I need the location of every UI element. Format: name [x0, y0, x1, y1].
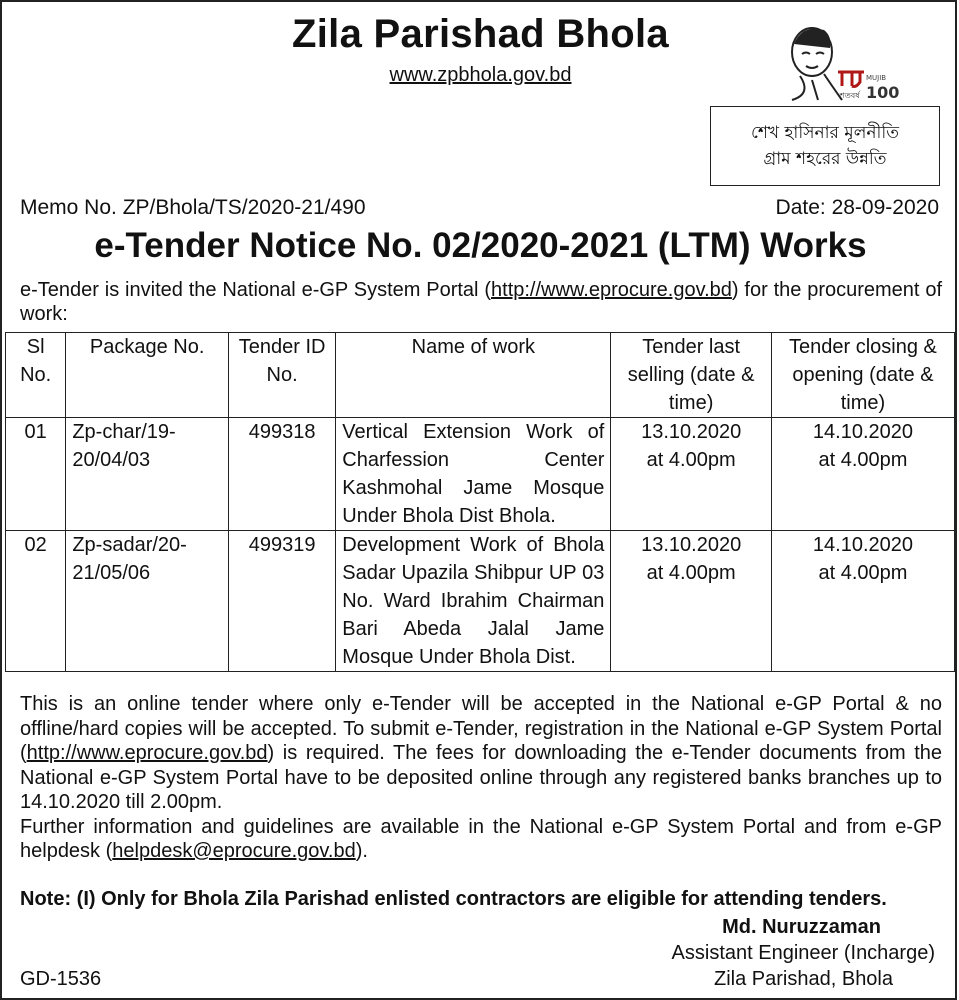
notice-date: Date: 28-09-2020 [775, 196, 939, 219]
paragraph-text-end: ) is required. The fees for downloading the e-Tender documents from the National e-GP System Portal have to be deposited online through any registered banks branches up to 14.10.2020 till 2.00pm. [20, 742, 942, 813]
gd-number: GD-1536 [20, 968, 102, 990]
slogan-line-2: গ্রাম শহরের উন্নতি [763, 149, 887, 169]
cell-name-of-work: Development Work of Bhola Sadar Upazila Shibpur UP 03 No. Ward Ibrahim Chairman Bari Abeda Jalal Jame Mosque Under Bhola Dist. [336, 531, 611, 672]
mujib-borsho-logo-icon [772, 14, 900, 102]
helpdesk-email-link[interactable]: helpdesk@eprocure.gov.bd [112, 840, 356, 862]
column-header-name-of-work: Name of work [336, 333, 611, 418]
eprocure-link[interactable]: http://www.eprocure.gov.bd [26, 742, 268, 764]
last-selling-date: 13.10.2020 [641, 421, 742, 443]
column-header-tender-id: Tender ID No. [228, 333, 335, 418]
memo-number: Memo No. ZP/Bhola/TS/2020-21/490 [20, 196, 366, 219]
instructions-text [20, 692, 942, 864]
column-header-last-selling: Tender last selling (date & time) [611, 333, 772, 418]
instructions-paragraph-1 [20, 692, 942, 815]
paragraph-text: This is an online tender where only e-Tender will be accepted in the National e-GP Portal & no offline/hard copies will be accepted. To submit e-Tender, registration in the National e-GP System Portal ( [20, 693, 942, 764]
intro-paragraph [20, 278, 942, 326]
table-header-row [6, 333, 955, 418]
cell-tender-id: 499318 [228, 418, 335, 531]
last-selling-time: at 4.00pm [646, 562, 736, 584]
instructions-paragraph-2 [20, 815, 942, 864]
cell-last-selling [611, 531, 772, 672]
paragraph-text: Further information and guidelines are available in the National e-GP System Portal and from e-GP helpdesk ( [20, 815, 942, 862]
svg-text:MUJIB: MUJIB [866, 74, 887, 82]
notice-title: e-Tender Notice No. 02/2020-2021 (LTM) Works [94, 226, 867, 265]
cell-package: Zp-char/19-20/04/03 [66, 418, 229, 531]
last-selling-date: 13.10.2020 [641, 534, 742, 556]
closing-time: at 4.00pm [818, 562, 908, 584]
cell-sl: 02 [6, 531, 66, 672]
tender-table [5, 332, 955, 672]
paragraph-text-end: ). [355, 840, 368, 862]
intro-text: e-Tender is invited the National e-GP System Portal ( [20, 279, 492, 301]
cell-sl: 01 [6, 418, 66, 531]
eligibility-note: Note: (I) Only for Bhola Zila Parishad enlisted contractors are eligible for attending tenders. [20, 888, 887, 910]
cell-tender-id: 499319 [228, 531, 335, 672]
slogan-line-1: শেখ হাসিনার মূলনীতি [750, 123, 900, 143]
closing-date: 14.10.2020 [812, 534, 914, 556]
cell-package: Zp-sadar/20-21/05/06 [66, 531, 229, 672]
column-header-closing-opening: Tender closing & opening (date & time) [771, 333, 954, 418]
organization-name: Zila Parishad Bhola [292, 12, 669, 56]
signatory-office: Zila Parishad, Bhola [714, 968, 893, 990]
slogan-box [710, 106, 940, 186]
column-header-package: Package No. [66, 333, 229, 418]
cell-name-of-work: Vertical Extension Work of Charfession Center Kashmohal Jame Mosque Under Bhola Dist Bhola. [336, 418, 611, 531]
cell-closing-opening [771, 531, 954, 672]
column-header-sl: Sl No. [6, 333, 66, 418]
intro-text-end: ) for the procurement of work: [20, 279, 943, 325]
svg-text:শতবর্ষ: শতবর্ষ [840, 91, 860, 100]
closing-date: 14.10.2020 [812, 421, 914, 443]
cell-closing-opening [771, 418, 954, 531]
signatory-name: Md. Nuruzzaman [722, 916, 881, 938]
closing-time: at 4.00pm [818, 449, 908, 471]
table-row [6, 531, 955, 672]
last-selling-time: at 4.00pm [646, 449, 736, 471]
signatory-designation: Assistant Engineer (Incharge) [671, 942, 935, 964]
organization-website-link[interactable]: www.zpbhola.gov.bd [389, 64, 572, 86]
svg-text:100: 100 [866, 83, 900, 102]
eprocure-link[interactable]: http://www.eprocure.gov.bd [491, 279, 732, 301]
cell-last-selling [611, 418, 772, 531]
table-row [6, 418, 955, 531]
